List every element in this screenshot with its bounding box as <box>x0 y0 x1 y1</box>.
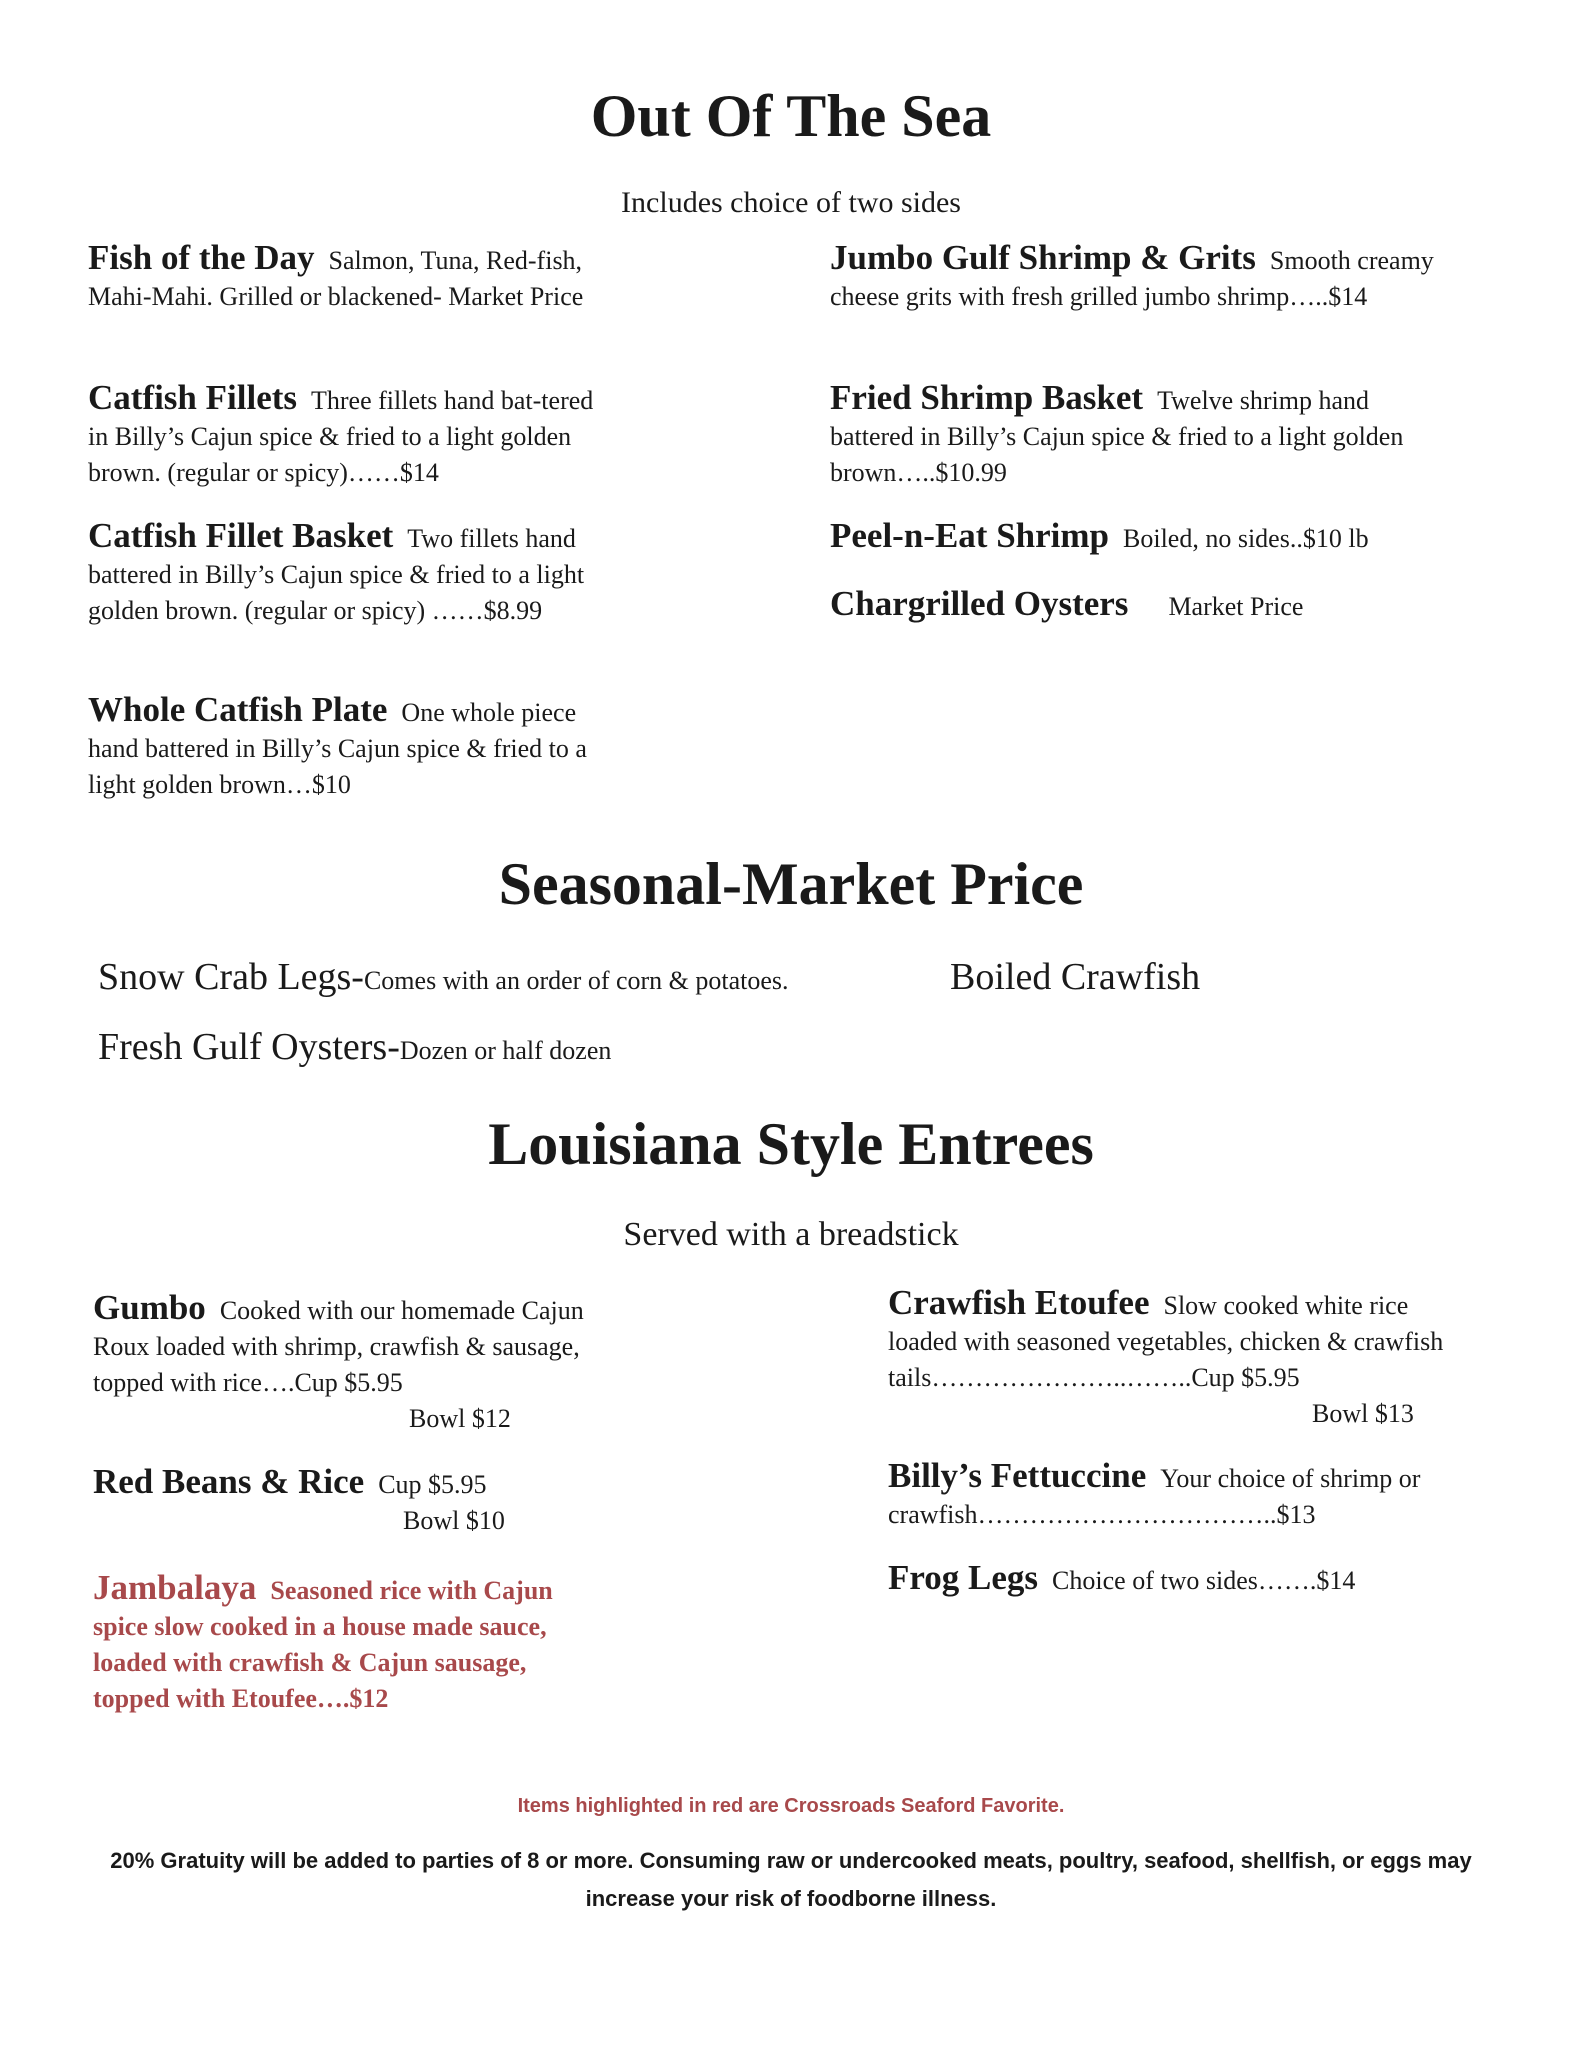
menu-item-name: Jumbo Gulf Shrimp & Grits <box>830 238 1256 277</box>
menu-item-name: Fried Shrimp Basket <box>830 378 1144 417</box>
menu-item-price-bowl: Bowl $13 <box>1312 1399 1414 1428</box>
seasonal-item-name: Boiled Crawfish <box>950 956 1201 998</box>
seasonal-item-description: Comes with an order of corn & potatoes. <box>363 966 789 995</box>
menu-item-jambalaya <box>93 1570 593 1717</box>
menu-item-description: Cooked with our homemade Cajun Roux loaded with shrimp, crawfish & sausage, topped with rice….Cup $5.95 <box>93 1296 584 1397</box>
menu-item-description: Twelve shrimp hand battered in Billy’s Cajun spice & fried to a light golden brown…..$10.99 <box>830 386 1404 487</box>
menu-item-name: Chargrilled Oysters <box>830 584 1129 623</box>
menu-item-fish-of-the-day <box>88 240 598 315</box>
menu-item-crawfish-etoufee <box>888 1285 1448 1432</box>
menu-item-name: Jambalaya <box>93 1568 257 1607</box>
menu-item-description: Slow cooked white rice loaded with seasoned vegetables, chicken & crawfish tails…………………..……..Cup $5.95 <box>888 1291 1444 1392</box>
section-subtitle-breadstick: Served with a breadstick <box>623 1216 959 1253</box>
menu-item-fried-shrimp-basket <box>830 380 1450 491</box>
menu-item-name: Crawfish Etoufee <box>888 1283 1150 1322</box>
seasonal-item-description: Dozen or half dozen <box>399 1036 612 1065</box>
menu-item-name: Frog Legs <box>888 1558 1039 1597</box>
menu-item-description: Three fillets hand bat-tered in Billy’s Cajun spice & fried to a light golden brown. (regular or spicy)……$14 <box>88 386 594 487</box>
menu-item-chargrilled-oysters <box>830 586 1470 625</box>
menu-item-jumbo-gulf-shrimp-grits <box>830 240 1450 315</box>
menu-item-description: Cup $5.95 <box>378 1470 487 1499</box>
section-title-seasonal-market-price: Seasonal-Market Price <box>498 851 1084 917</box>
menu-item-price-bowl: Bowl $12 <box>409 1404 511 1433</box>
menu-item-description: Your choice of shrimp or crawfish……………………………..$13 <box>888 1464 1421 1529</box>
menu-item-red-beans-rice <box>93 1464 593 1539</box>
menu-item-catfish-fillets <box>88 380 598 491</box>
menu-item-name: Catfish Fillets <box>88 378 298 417</box>
menu-item-description: Market Price <box>1168 592 1304 621</box>
menu-item-description: Two fillets hand battered in Billy’s Cajun spice & fried to a light golden brown. (regular or spicy) ……$8.99 <box>88 524 585 625</box>
menu-item-name: Catfish Fillet Basket <box>88 516 394 555</box>
menu-item-peel-n-eat-shrimp <box>830 518 1470 557</box>
section-title-out-of-the-sea: Out Of The Sea <box>590 83 992 149</box>
menu-item-description: Salmon, Tuna, Red-fish, Mahi-Mahi. Grilled or blackened- Market Price <box>88 246 584 311</box>
menu-item-description: One whole piece hand battered in Billy’s Cajun spice & fried to a light golden brown…$10 <box>88 698 587 799</box>
seasonal-item-boiled-crawfish <box>950 955 1200 999</box>
menu-item-frog-legs <box>888 1560 1468 1599</box>
seasonal-item-fresh-gulf-oysters <box>98 1025 611 1069</box>
menu-item-name: Whole Catfish Plate <box>88 690 388 729</box>
menu-item-description: Boiled, no sides..$10 lb <box>1123 524 1369 553</box>
favorites-note: Items highlighted in red are Crossroads Seaford Favorite. <box>517 1795 1065 1817</box>
menu-item-catfish-fillet-basket <box>88 518 588 629</box>
seasonal-item-name: Snow Crab Legs- <box>98 956 364 998</box>
gratuity-health-notice: 20% Gratuity will be added to parties of 8 or more. Consuming raw or undercooked meats, poultry, seafood, shellfish, or eggs may increase your risk of foodborne illness. <box>110 1848 1472 1911</box>
menu-item-description: Seasoned rice with Cajun spice slow cooked in a house made sauce, loaded with crawfish & Cajun sausage, topped with Etoufee….$12 <box>93 1576 553 1713</box>
section-subtitle-sides: Includes choice of two sides <box>621 186 961 219</box>
menu-item-name: Gumbo <box>93 1288 206 1327</box>
menu-item-gumbo <box>93 1290 593 1437</box>
menu-item-description: Choice of two sides…….$14 <box>1052 1566 1356 1595</box>
menu-item-description: Smooth creamy cheese grits with fresh grilled jumbo shrimp…..$14 <box>830 246 1434 311</box>
menu-item-whole-catfish-plate <box>88 692 588 803</box>
menu-item-price-bowl: Bowl $10 <box>403 1506 505 1535</box>
seasonal-item-name: Fresh Gulf Oysters- <box>98 1026 400 1068</box>
menu-item-name: Fish of the Day <box>88 238 315 277</box>
seasonal-item-snow-crab-legs <box>98 955 789 999</box>
section-title-louisiana-style-entrees: Louisiana Style Entrees <box>488 1111 1094 1177</box>
menu-item-billys-fettuccine <box>888 1458 1468 1533</box>
menu-item-name: Billy’s Fettuccine <box>888 1456 1147 1495</box>
menu-item-name: Red Beans & Rice <box>93 1462 365 1501</box>
menu-item-name: Peel-n-Eat Shrimp <box>830 516 1110 555</box>
